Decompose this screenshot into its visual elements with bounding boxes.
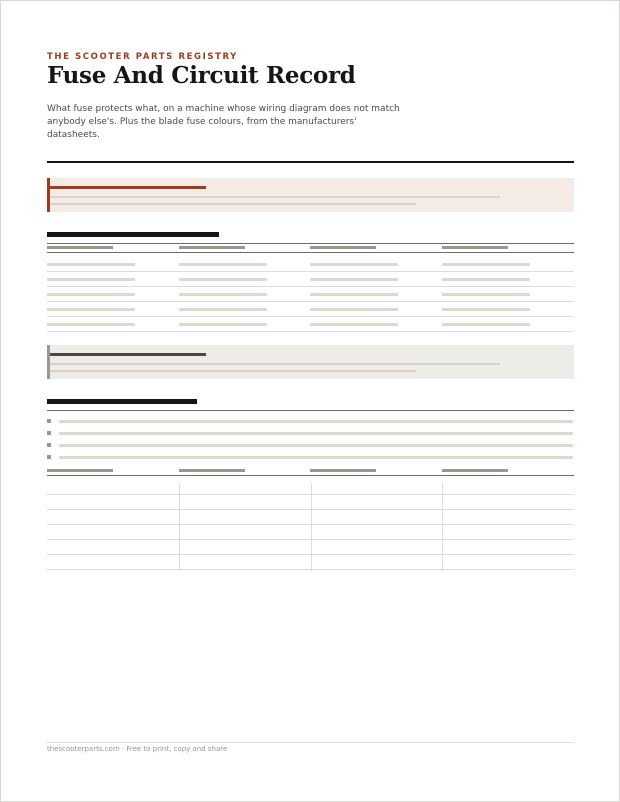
- section-heading-bar: [47, 399, 197, 404]
- table-cell: [442, 308, 530, 311]
- table-header-cell: [47, 246, 113, 249]
- column-divider: [179, 483, 180, 571]
- table-header-cell: [442, 469, 508, 472]
- table-cell: [310, 293, 398, 296]
- footer-text: thescooterparts.com · Free to print, copy and share: [47, 745, 228, 753]
- intro-text: What fuse protects what, on a machine whose wiring diagram does not match anybody else's. Plus the blade fuse colours, from the manufacturers' datasheets.: [47, 104, 400, 140]
- table-row-rule: [47, 316, 574, 317]
- table-cell: [179, 293, 267, 296]
- table-header-cell: [442, 246, 508, 249]
- list-item-line: [59, 456, 573, 459]
- bullet-marker: [47, 419, 51, 423]
- callout-heading-line: [50, 353, 206, 356]
- table-header-rule: [47, 475, 574, 476]
- table-header-cell: [179, 246, 245, 249]
- registry-kicker: THE SCOOTER PARTS REGISTRY: [47, 52, 238, 62]
- table-cell: [47, 263, 135, 266]
- table-cell: [442, 278, 530, 281]
- bullet-marker: [47, 443, 51, 447]
- callout-text-line: [50, 196, 500, 198]
- table-cell: [47, 293, 135, 296]
- footer-rule: [47, 742, 574, 743]
- table-cell: [47, 323, 135, 326]
- callout-text-line: [50, 370, 416, 372]
- section-heading-bar: [47, 232, 219, 237]
- blank-row-rule: [47, 569, 574, 570]
- neutral-callout: [47, 345, 574, 379]
- table-row-rule: [47, 271, 574, 272]
- bullet-marker: [47, 455, 51, 459]
- table-cell: [442, 293, 530, 296]
- table-cell: [179, 278, 267, 281]
- callout-text-line: [50, 363, 500, 365]
- table-header-cell: [310, 469, 376, 472]
- column-divider: [311, 483, 312, 571]
- table-cell: [47, 308, 135, 311]
- table-header-cell: [310, 246, 376, 249]
- accent-callout: [47, 178, 574, 212]
- section-rule: [47, 410, 574, 411]
- table-cell: [179, 263, 267, 266]
- table-header-cell: [179, 469, 245, 472]
- callout-heading-line: [50, 186, 206, 189]
- table-row-rule: [47, 331, 574, 332]
- list-item-line: [59, 444, 573, 447]
- blank-row-rule: [47, 509, 574, 510]
- table-cell: [310, 323, 398, 326]
- table-row-rule: [47, 301, 574, 302]
- callout-edge: [47, 345, 50, 379]
- callout-text-line: [50, 203, 416, 205]
- table-cell: [179, 323, 267, 326]
- table-cell: [310, 308, 398, 311]
- table-cell: [179, 308, 267, 311]
- column-divider: [442, 483, 443, 571]
- table-cell: [442, 263, 530, 266]
- blank-row-rule: [47, 524, 574, 525]
- table-cell: [47, 278, 135, 281]
- table-cell: [310, 263, 398, 266]
- bullet-marker: [47, 431, 51, 435]
- blank-row-rule: [47, 494, 574, 495]
- list-item-line: [59, 432, 573, 435]
- table-top-rule: [47, 243, 574, 244]
- table-cell: [442, 323, 530, 326]
- table-row-rule: [47, 286, 574, 287]
- list-item-line: [59, 420, 573, 423]
- table-header-rule: [47, 252, 574, 253]
- blank-row-rule: [47, 539, 574, 540]
- page-title: Fuse And Circuit Record: [47, 62, 356, 89]
- callout-edge: [47, 178, 50, 212]
- table-header-cell: [47, 469, 113, 472]
- table-cell: [310, 278, 398, 281]
- title-rule: [47, 161, 574, 163]
- blank-row-rule: [47, 554, 574, 555]
